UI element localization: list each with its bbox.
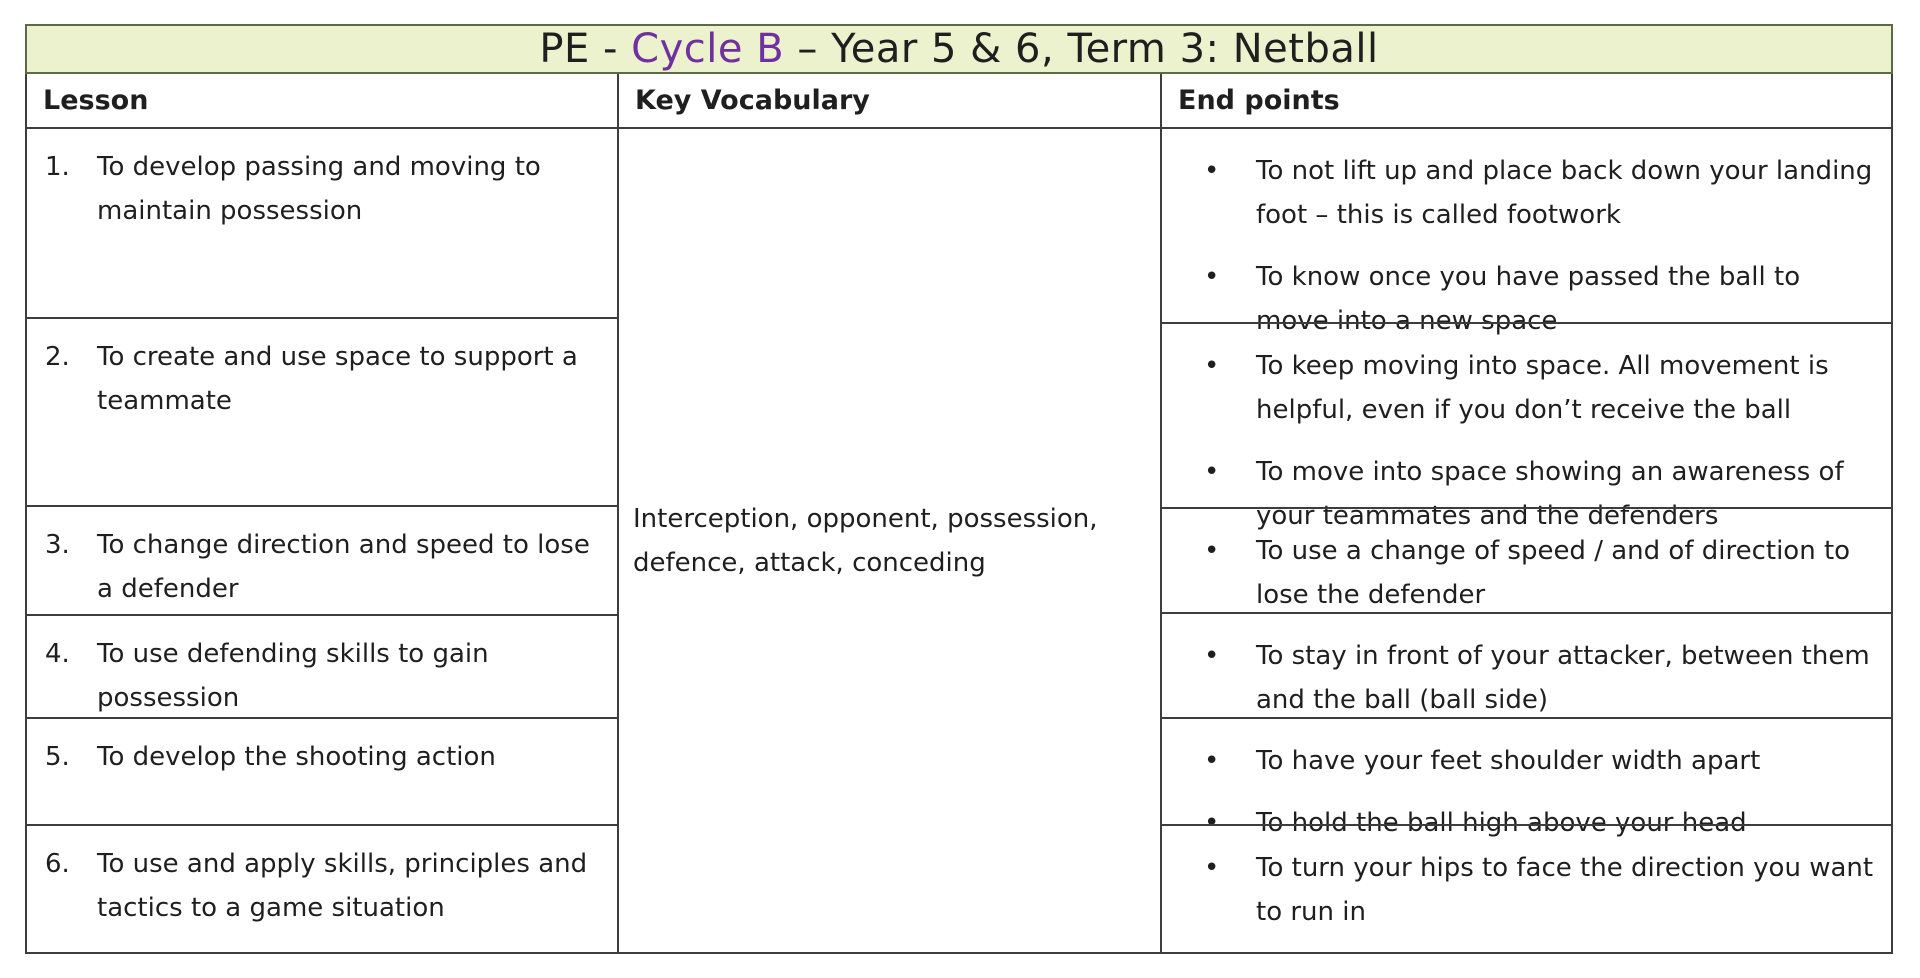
endpoint-bullet-row [1204, 739, 1879, 783]
bullet-icon: • [1204, 746, 1220, 776]
endpoint-bullet-row [1204, 529, 1879, 617]
lesson-number: 6. [45, 849, 70, 879]
endpoint-text: To not lift up and place back down your landing foot – this is called footwork [1256, 156, 1873, 230]
endpoint-bullet-row [1204, 634, 1879, 722]
title-prefix: PE - [539, 26, 632, 72]
lesson-number: 5. [45, 742, 70, 772]
endpoint-bullet-row [1204, 846, 1879, 934]
endpoint-text: To keep moving into space. All movement is helpful, even if you don’t receive the ball [1256, 351, 1829, 425]
endpoint-text: To use a change of speed / and of direction to lose the defender [1256, 536, 1851, 610]
endpoint-cell [1162, 507, 1891, 612]
lesson-column [27, 129, 617, 952]
lesson-text: To use and apply skills, principles and tactics to a game situation [97, 849, 588, 923]
bullet-icon: • [1204, 641, 1220, 671]
lesson-text: To develop the shooting action [97, 742, 496, 772]
bullet-icon: • [1204, 262, 1220, 292]
endpoint-cell [1162, 824, 1891, 952]
endpoint-text: To stay in front of your attacker, between them and the ball (ball side) [1256, 641, 1870, 715]
endpoint-bullet-row [1204, 149, 1879, 237]
bullet-icon: • [1204, 156, 1220, 186]
endpoint-text: To know once you have passed the ball to move into a new space [1256, 262, 1801, 336]
lesson-cell [27, 129, 617, 317]
lesson-number: 1. [45, 152, 70, 182]
endpoint-text: To have your feet shoulder width apart [1256, 746, 1761, 776]
lesson-number: 2. [45, 342, 70, 372]
endpoint-text: To hold the ball high above your head [1256, 808, 1747, 838]
table-body [27, 129, 1891, 952]
endpoint-cell [1162, 717, 1891, 838]
endpoint-cell [1162, 322, 1891, 531]
end-points-column [1162, 129, 1891, 952]
endpoint-bullet-row [1204, 344, 1879, 432]
lesson-text: To create and use space to support a teammate [97, 342, 578, 416]
curriculum-table [25, 24, 1893, 948]
table-header-row [27, 74, 1891, 129]
lesson-number: 3. [45, 530, 70, 560]
key-vocabulary-cell [617, 129, 1162, 952]
bullet-icon: • [1204, 457, 1220, 487]
header-lesson: Lesson [43, 85, 149, 116]
page-title [25, 24, 1893, 74]
endpoint-text: To turn your hips to face the direction you want to run in [1256, 853, 1874, 927]
lesson-number: 4. [45, 639, 70, 669]
title-suffix: – Year 5 & 6, Term 3: Netball [784, 26, 1379, 72]
lesson-cell [27, 824, 617, 952]
key-vocabulary-text: Interception, opponent, possession, defence, attack, conceding [633, 503, 1098, 578]
lesson-text: To use defending skills to gain possession [97, 639, 489, 713]
lesson-cell [27, 717, 617, 824]
endpoint-text: To move into space showing an awareness of your teammates and the defenders [1256, 457, 1844, 531]
lesson-cell [27, 317, 617, 505]
bullet-icon: • [1204, 808, 1220, 838]
header-key-vocabulary: Key Vocabulary [617, 74, 1162, 127]
bullet-icon: • [1204, 853, 1220, 883]
table-grid [25, 74, 1893, 954]
endpoint-cell [1162, 612, 1891, 717]
bullet-icon: • [1204, 536, 1220, 566]
header-end-points: End points [1178, 85, 1340, 116]
lesson-text: To develop passing and moving to maintain possession [97, 152, 541, 226]
bullet-icon: • [1204, 351, 1220, 381]
title-cycle-highlight: Cycle B [631, 26, 785, 72]
lesson-cell [27, 505, 617, 614]
lesson-cell [27, 614, 617, 717]
lesson-text: To change direction and speed to lose a defender [97, 530, 590, 604]
endpoint-cell [1162, 129, 1891, 336]
